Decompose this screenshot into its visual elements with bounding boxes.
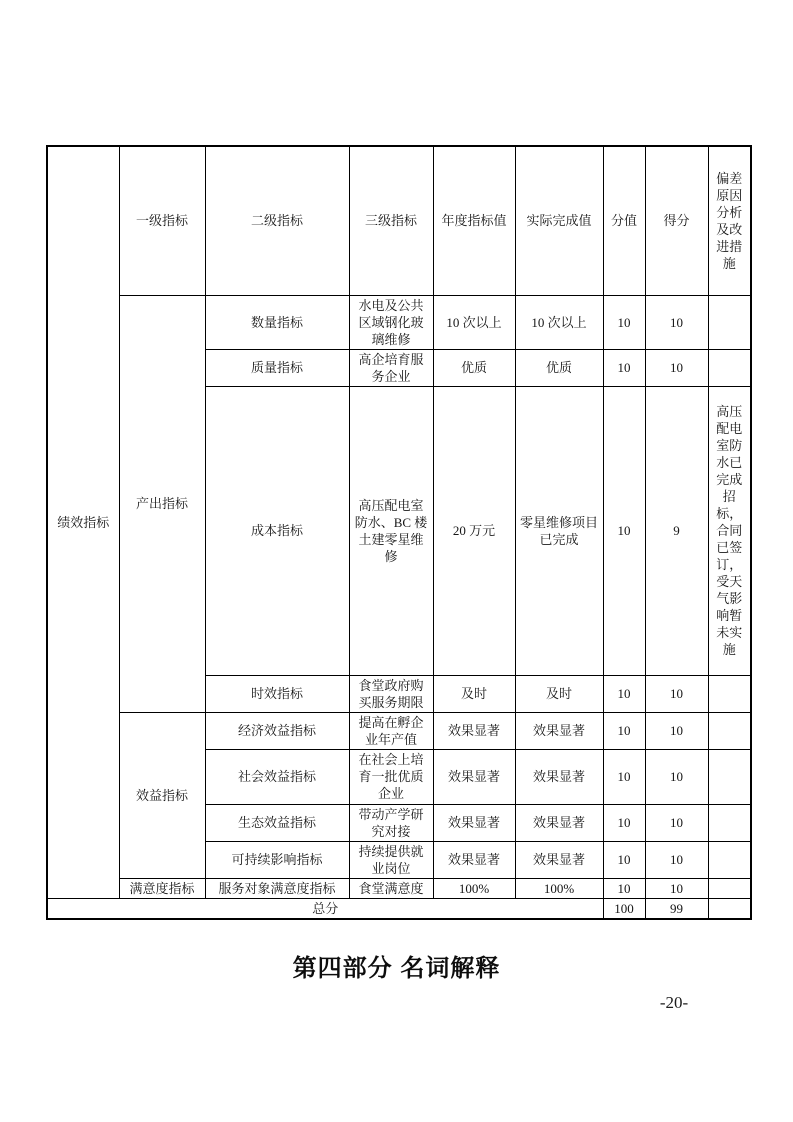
performance-indicator-table xyxy=(46,145,752,920)
cell-score: 10 xyxy=(603,349,645,386)
cell-target: 效果显著 xyxy=(433,804,515,841)
cell-score: 10 xyxy=(603,749,645,804)
table-total-row xyxy=(47,898,751,919)
total-score: 100 xyxy=(603,898,645,919)
total-remark xyxy=(708,898,751,919)
header-score: 分值 xyxy=(603,146,645,295)
cell-remark xyxy=(708,878,751,898)
cell-score: 10 xyxy=(603,841,645,878)
cell-remark xyxy=(708,841,751,878)
table-header-row xyxy=(47,146,751,295)
cell-actual: 效果显著 xyxy=(515,804,603,841)
total-got: 99 xyxy=(645,898,708,919)
cell-level3: 食堂满意度 xyxy=(349,878,433,898)
cell-target: 优质 xyxy=(433,349,515,386)
header-actual-completion: 实际完成值 xyxy=(515,146,603,295)
cell-remark: 高压配电室防水已完成招标，合同已签订，受天气影响暂未实施 xyxy=(708,386,751,675)
cell-remark xyxy=(708,295,751,349)
table-row xyxy=(47,878,751,898)
cell-got: 10 xyxy=(645,675,708,712)
cell-level2: 成本指标 xyxy=(205,386,349,675)
cell-target: 100% xyxy=(433,878,515,898)
cell-score: 10 xyxy=(603,878,645,898)
cell-actual: 效果显著 xyxy=(515,712,603,749)
cell-level3: 持续提供就业岗位 xyxy=(349,841,433,878)
cell-remark xyxy=(708,712,751,749)
header-level2: 二级指标 xyxy=(205,146,349,295)
cell-target: 效果显著 xyxy=(433,749,515,804)
cell-level3: 高企培育服务企业 xyxy=(349,349,433,386)
cell-actual: 及时 xyxy=(515,675,603,712)
cell-score: 10 xyxy=(603,675,645,712)
cell-got: 10 xyxy=(645,749,708,804)
cell-actual: 零星维修项目已完成 xyxy=(515,386,603,675)
header-deviation: 偏差原因分析及改进措施 xyxy=(708,146,751,295)
total-label: 总分 xyxy=(47,898,603,919)
cell-level2: 可持续影响指标 xyxy=(205,841,349,878)
cell-got: 10 xyxy=(645,841,708,878)
cell-score: 10 xyxy=(603,804,645,841)
cell-level2: 经济效益指标 xyxy=(205,712,349,749)
cell-target: 10 次以上 xyxy=(433,295,515,349)
cell-score: 10 xyxy=(603,386,645,675)
cell-actual: 10 次以上 xyxy=(515,295,603,349)
group-benefit-label: 效益指标 xyxy=(119,712,205,878)
cell-level3: 提高在孵企业年产值 xyxy=(349,712,433,749)
cell-score: 10 xyxy=(603,712,645,749)
cell-level2: 社会效益指标 xyxy=(205,749,349,804)
cell-level2: 质量指标 xyxy=(205,349,349,386)
cell-remark xyxy=(708,675,751,712)
cell-level3: 水电及公共区域钢化玻璃维修 xyxy=(349,295,433,349)
header-level3: 三级指标 xyxy=(349,146,433,295)
header-annual-target: 年度指标值 xyxy=(433,146,515,295)
cell-actual: 效果显著 xyxy=(515,749,603,804)
group-output-label: 产出指标 xyxy=(119,295,205,712)
table-row xyxy=(47,712,751,749)
cell-got: 10 xyxy=(645,295,708,349)
row-group-performance-label: 绩效指标 xyxy=(47,146,119,898)
header-score-got: 得分 xyxy=(645,146,708,295)
group-satisfaction-label: 满意度指标 xyxy=(119,878,205,898)
cell-level2: 服务对象满意度指标 xyxy=(205,878,349,898)
page-number: -20- xyxy=(659,993,689,1012)
cell-target: 效果显著 xyxy=(433,712,515,749)
cell-remark xyxy=(708,349,751,386)
cell-remark xyxy=(708,749,751,804)
cell-target: 及时 xyxy=(433,675,515,712)
cell-got: 10 xyxy=(645,804,708,841)
cell-got: 10 xyxy=(645,349,708,386)
cell-score: 10 xyxy=(603,295,645,349)
cell-level2: 时效指标 xyxy=(205,675,349,712)
cell-target: 20 万元 xyxy=(433,386,515,675)
cell-actual: 效果显著 xyxy=(515,841,603,878)
cell-level3: 高压配电室防水、BC 楼土建零星维修 xyxy=(349,386,433,675)
cell-level2: 生态效益指标 xyxy=(205,804,349,841)
cell-level3: 带动产学研究对接 xyxy=(349,804,433,841)
section-title: 第四部分 名词解释 xyxy=(292,955,501,982)
cell-got: 10 xyxy=(645,712,708,749)
cell-level2: 数量指标 xyxy=(205,295,349,349)
header-level1: 一级指标 xyxy=(119,146,205,295)
cell-got: 10 xyxy=(645,878,708,898)
cell-actual: 100% xyxy=(515,878,603,898)
cell-level3: 食堂政府购买服务期限 xyxy=(349,675,433,712)
cell-level3: 在社会上培育一批优质企业 xyxy=(349,749,433,804)
cell-remark xyxy=(708,804,751,841)
table-row xyxy=(47,295,751,349)
cell-target: 效果显著 xyxy=(433,841,515,878)
cell-got: 9 xyxy=(645,386,708,675)
cell-actual: 优质 xyxy=(515,349,603,386)
